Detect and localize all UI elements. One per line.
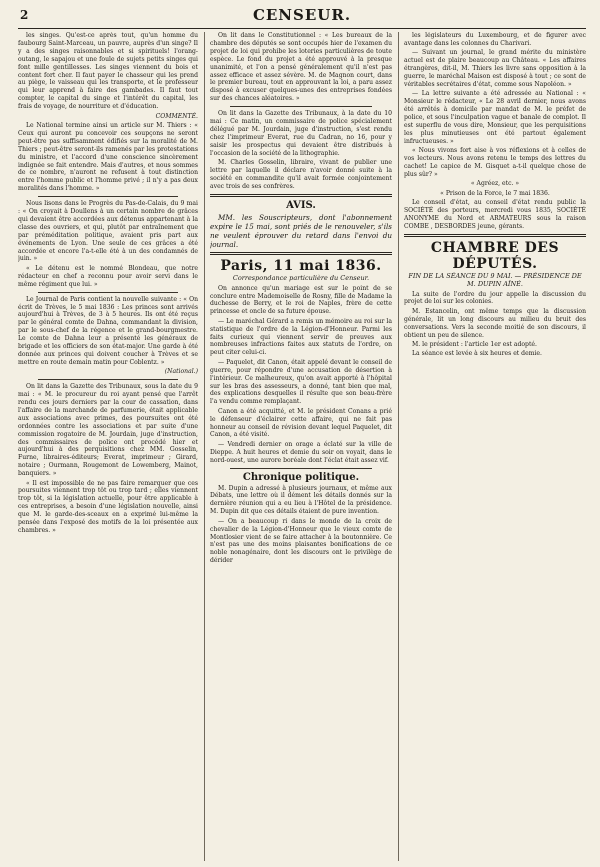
divider [38, 379, 178, 380]
paragraph: M. le président : l'article 1er est adopté. [412, 341, 537, 348]
divider [230, 106, 372, 107]
date-signature: « Prison de la Force, le 7 mai 1836. [440, 189, 550, 197]
paragraph: Le National termine ainsi un article sur M. Thiers : « Ceux qui auront pu concevoir ces soupçons ne seront peut-être pas suffisamment édifiés sur la moralité de M. Thiers ; peut-être seront-ils ramenés par les protestations du ministre, et l'accord d'une conscience sincèrement indignée se fait entendre. Mais d'autres, et nous sommes de ce nombre, n'auront ne refusent à tout distinction entre l'homme public et l'homme privé ; il n'y a pas deux moralités dans l'homme. » [18, 121, 198, 193]
divider [404, 234, 586, 237]
paragraph: — Suivant un journal, le grand mérite du ministère actuel est de plaire beaucoup au Château. « Les affaires étrangères, dit-il, M. Thiers les livre sans opposition à la guerre, le maréchal Maison est disposé à tout ; ce sont de véritables secrétaires d'état, comme sous Napoléon. » [404, 49, 586, 88]
paragraph: Le Journal de Paris contient la nouvelle suivante : « On écrit de Trèves, le 5 mai 1836 : Les princes sont arrivés aujourd'hui à Trèves, de 3 à 5 heures. Ils ont été reçus par le général comte de Dahna, commandant la division, par le sous-chef de la régence et le grand-bourgmestre. Le comte de Dahna leur a présenté les généraux de brigade et les officiers de son état-major. Une garde à été donnée aux princes qui doivent coucher à Trèves et se mettre en route demain matin pour Coblentz. » [18, 295, 198, 366]
paragraph: « Il est impossible de ne pas faire remarquer que ces poursuites viennent trop tôt ou trop tard ; elles viennent trop tôt, si la législation actuelle, pour être applicable à ces entreprises, a besoin d'une législation nouvelle, ainsi que M. le garde-des-sceaux en a exprimé lui-même la pensée dans l'exposé des motifs de la loi présentée aux chambres. » [18, 479, 198, 534]
paragraph: On annonce qu'un mariage est sur le point de se conclure entre Mademoiselle de Rosny, fille de Madame la duchesse de Berry, et le roi de Naples, frère de cette princesse et oncle de sa future épouse. [210, 284, 392, 316]
paragraph: M. Estancelin, ont même temps que la discussion générale, lit un long discours au milieu du bruit des conversations. Vers la seconde moitié de son discours, il obtient un peu de silence. [404, 307, 586, 339]
paragraph: — La lettre suivante a été adressée au National : « Monsieur le rédacteur, « Le 28 avril dernier, nous avons été arrêtés à domicile par mandat de M. le préfet de police, et sous l'inculpation vague et banale de complot. Il est superflu de vous dire, Monsieur, que les perquisitions les plus minutieuses ont été partout également infructueuses. » [404, 90, 586, 145]
signature: (National.) [164, 368, 198, 376]
paragraph: Le conseil d'état, au conseil d'état rendu public la SOCIÉTÉ des porteurs, mercredi vous 1835, SOCIÉTÉ ANONYME du Nord et ARMATEURS sous la raison COMBE , DESBORDES jeune, gérants. [404, 199, 586, 230]
chamber-title: CHAMBRE DES DÉPUTÉS. [430, 239, 560, 272]
chronique-title: Chronique politique. [242, 471, 360, 483]
dateline: Paris, 11 mai 1836. [220, 257, 382, 274]
paragraph: « Nous vivons fort aise à vos réflexions et à celles de vos lecteurs. Nous avons retenu le temps des lettres du cachet! Le capice de M. Gisquet a-t-il quelque chose de plus sûr? » [404, 147, 586, 178]
column-3 [404, 32, 586, 861]
paragraph: « Le détenu est le nommé Blondeau, que notre rédacteur en chef a reconnu pour avoir servi dans le même régiment que lui. » [18, 264, 198, 288]
paragraph: — Paquelet, dit Canon, était appelé devant le conseil de guerre, pour répondre d'une accusation de désertion à l'intérieur. Ce malheureux, qu'on avait apporté à l'hôpital sur les bras des assesseurs, a donné, tant bien que mal, des explications desquelles il résulte que son beau-frère l'a vendu comme remplaçant. [210, 358, 392, 406]
divider [230, 468, 372, 469]
paragraph: — Le maréchal Gérard a remis un mémoire au roi sur la statistique de l'ordre de la Légion-d'Honneur. Parmi les faits curieux qui viennent servir de preuves aux nombreuses infractions faites aux statuts de l'ordre, on peut citer celui-ci. [210, 317, 392, 357]
signature: COMMENTÉ. [155, 112, 198, 120]
column-rule [204, 32, 205, 861]
paragraph: les singes. Qu'est-ce après tout, qu'un homme du faubourg Saint-Marceau, un pauvre, auprès d'un singe? Il y a des singes raisonnables et si spirituels! l'orang-outang, le sapajou et une foule de sujets petits singes qui font mille gentillesses. Les singes viennent du bois et content fort cher. Il faut payer le chasseur qui les prend au piège, le vaisseau qui les transporte, et le professeur qui leur apprend à faire des gambades. Il faut tout compter, le capital du singe et l'intérêt du capital, les frais de voyage, de nourriture et d'éducation. [18, 32, 198, 111]
column-rule [398, 32, 399, 861]
paragraph: — On a beaucoup ri dans le monde de la croix de chevalier de la Légion-d'Honneur que le vieux comte de Montlosier vient de se faire attacher à la boutonnière. Ce n'est pas une des moins plaisantes bonifications de ce noble nonagénaire, dont les discours ont le privilège de dérider [210, 517, 392, 565]
paragraph: Canon a été acquitté, et M. le président Conans a prié le défenseur d'éclairer cette affaire, qui ne fait pas honneur au conseil de révision devant lequel Paquelet, dit Canon, a été visité. [210, 407, 392, 439]
paragraph: les législateurs du Luxembourg, et de figurer avec avantage dans les colonnes du Charivari. [404, 32, 586, 47]
divider [38, 292, 178, 293]
paragraph: La séance est levée à six heures et demie. [412, 350, 542, 358]
columns [18, 32, 586, 861]
paragraph: On lit dans la Gazette des Tribunaux, à la date du 10 mai : Ce matin, un commissaire de police spécialement délégué par M. Jourdain, juge d'instruction, s'est rendu chez l'imprimeur Everat, rue du Cadran, no 16, pour y saisir les prospectus qui devaient être distribués à l'occasion de la société de la lithographie. [210, 110, 392, 157]
closing: « Agréez, etc. » [470, 180, 520, 188]
page-number: 2 [20, 8, 29, 22]
paragraph: — Vendredi dernier on orage a éclaté sur la ville de Dieppe. A huit heures et demie du soir on voyait, dans le nord-ouest, une aurore boréale dont l'éclat était assez vif. [210, 440, 392, 464]
paragraph: Nous lisons dans le Progrès du Pas-de-Calais, du 9 mai : « On croyait à Doullens à un certain nombre de grâces qui devaient être accordées aux détenus appartenant à la classe des ouvriers, et qui, plutôt par entraînement que par préméditation politique, avaient pris part aux événements de Lyon. Une seule de ces grâces a été accordée et encore l'a-t-elle été à un des condamnés de juin. » [18, 200, 198, 263]
paragraph: M. Dupin a adressé à plusieurs journaux, et même aux Débats, une lettre où il dément les détails donnés sur la dernière réunion qui a eu lieu à l'Hôtel de la présidence. M. Dupin dit que ces détails étaient de pure invention. [210, 484, 392, 516]
paragraph: La suite de l'ordre du jour appelle la discussion du projet de loi sur les colonies. [404, 290, 586, 306]
paragraph: On lit dans le Constitutionnel : « Les bureaux de la chambre des députés se sont occupés hier de l'examen du projet de loi qui prohibe les loteries particulières de toute espèce. Le fond du projet a été approuvé à la presque unanimité, et l'on a pensé généralement qu'il n'est pas assez efficace et assez sévère. M. de Magnon court, dans le premier bureau, tout en approuvant la loi, a paru assez disposé à excuser quelques-unes des entreprises fondées sur des chances aléatoires. » [210, 32, 392, 103]
column-1 [18, 32, 198, 861]
chamber-subtitle: FIN DE LA SÉANCE DU 9 MAI. — PRÉSIDENCE DE M. DUPIN AÎNÉ. [408, 271, 582, 288]
avis-title: AVIS. [286, 199, 316, 211]
page-header [18, 6, 586, 29]
paragraph: M. Charles Gosselin, libraire, vivant de publier une lettre par laquelle il déclare n'avoir donné suite à la société en commandite qu'il avait formée conjointement avec trois de ses confrères. [210, 159, 392, 190]
newspaper-page [18, 6, 586, 861]
column-2 [210, 32, 392, 861]
divider [210, 194, 392, 197]
avis-text: MM. les Souscripteurs, dont l'abonnement expire le 15 mai, sont priés de le renouveler, s'ils ne veulent éprouver du retard dans l'envoi du journal. [210, 212, 392, 249]
correspondance-subtitle: Correspondance particulière du Censeur. [232, 273, 370, 282]
paragraph: On lit dans la Gazette des Tribunaux, sous la date du 9 mai : « M. le procureur du roi ayant pensé que l'arrêt rendu ces jours derniers par la cour de cassation, dans l'affaire de la marchande de parfumerie, était applicable aux associations avec primes, des poursuites ont été ordonnées contre les associations et par suite d'une commission rogatoire de M. Jourdain, juge d'instruction, des commissaires de police ont procédé hier et aujourd'hui à des perquisitions chez MM. Gosselin, Furne, libraires-éditeurs; Everat, imprimeur ; Girard, notaire ; Ourmann, Rougemont de Lowemberg, Mainot, banquiers. » [18, 383, 198, 478]
divider [210, 252, 392, 255]
masthead: CENSEUR. [252, 6, 352, 24]
divider [38, 196, 178, 197]
